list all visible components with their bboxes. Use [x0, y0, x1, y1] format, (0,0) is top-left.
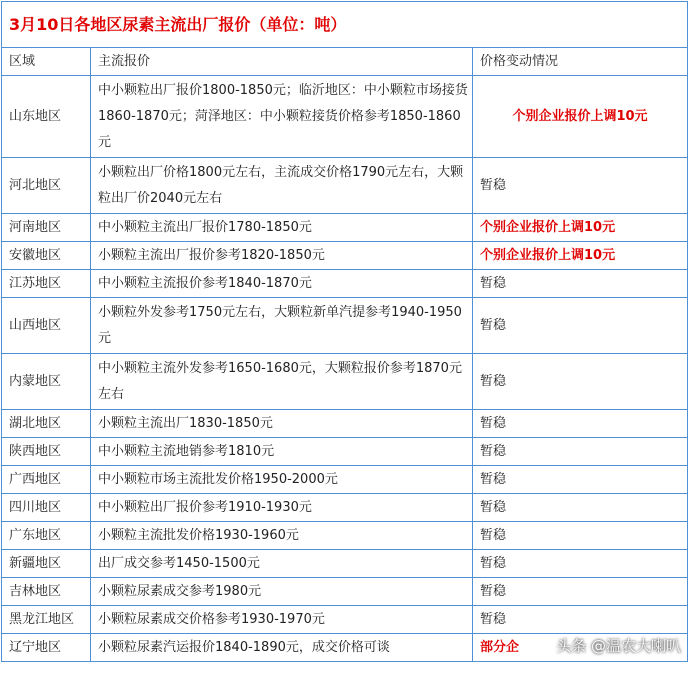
header-price: 主流报价	[91, 48, 473, 76]
status-cell: 部分企	[473, 634, 688, 662]
header-row	[2, 48, 688, 76]
table-row	[2, 494, 688, 522]
table-row	[2, 214, 688, 242]
price-cell: 中小颗粒出厂报价参考1910-1930元	[91, 494, 473, 522]
region-cell: 河南地区	[2, 214, 91, 242]
table-row	[2, 410, 688, 438]
region-cell: 广西地区	[2, 466, 91, 494]
status-cell: 暂稳	[473, 494, 688, 522]
region-cell: 山西地区	[2, 298, 91, 354]
price-cell: 中小颗粒主流出厂报价1780-1850元	[91, 214, 473, 242]
table-row	[2, 242, 688, 270]
header-region: 区域	[2, 48, 91, 76]
table-row	[2, 522, 688, 550]
table-row	[2, 158, 688, 214]
status-cell: 暂稳	[473, 550, 688, 578]
table-row	[2, 438, 688, 466]
table-row	[2, 578, 688, 606]
table-row	[2, 354, 688, 410]
status-cell: 暂稳	[473, 410, 688, 438]
region-cell: 辽宁地区	[2, 634, 91, 662]
region-cell: 湖北地区	[2, 410, 91, 438]
price-cell: 中小颗粒主流报价参考1840-1870元	[91, 270, 473, 298]
region-cell: 黑龙江地区	[2, 606, 91, 634]
region-cell: 四川地区	[2, 494, 91, 522]
price-cell: 小颗粒主流批发价格1930-1960元	[91, 522, 473, 550]
region-cell: 江苏地区	[2, 270, 91, 298]
status-cell: 个别企业报价上调10元	[473, 214, 688, 242]
price-cell: 中小颗粒主流外发参考1650-1680元，大颗粒报价参考1870元左右	[91, 354, 473, 410]
table-row	[2, 76, 688, 158]
price-cell: 中小颗粒出厂报价1800-1850元；临沂地区：中小颗粒市场接货1860-1870元；菏泽地区：中小颗粒接货价格参考1850-1860元	[91, 76, 473, 158]
price-cell: 小颗粒主流出厂1830-1850元	[91, 410, 473, 438]
table-row	[2, 298, 688, 354]
price-cell: 小颗粒尿素汽运报价1840-1890元，成交价格可谈	[91, 634, 473, 662]
price-cell: 小颗粒尿素成交参考1980元	[91, 578, 473, 606]
status-cell: 暂稳	[473, 466, 688, 494]
status-cell: 暂稳	[473, 270, 688, 298]
header-status: 价格变动情况	[473, 48, 688, 76]
urea-price-table	[1, 1, 688, 662]
status-cell: 暂稳	[473, 522, 688, 550]
region-cell: 安徽地区	[2, 242, 91, 270]
status-cell: 个别企业报价上调10元	[473, 76, 688, 158]
status-cell: 暂稳	[473, 298, 688, 354]
region-cell: 广东地区	[2, 522, 91, 550]
price-cell: 小颗粒出厂价格1800元左右，主流成交价格1790元左右，大颗粒出厂价2040元左右	[91, 158, 473, 214]
price-cell: 小颗粒主流出厂报价参考1820-1850元	[91, 242, 473, 270]
table-row	[2, 550, 688, 578]
status-cell: 暂稳	[473, 354, 688, 410]
table-row	[2, 466, 688, 494]
price-table-container	[1, 1, 687, 662]
table-body	[2, 2, 688, 662]
price-cell: 出厂成交参考1450-1500元	[91, 550, 473, 578]
region-cell: 内蒙地区	[2, 354, 91, 410]
region-cell: 河北地区	[2, 158, 91, 214]
region-cell: 新疆地区	[2, 550, 91, 578]
status-cell: 个别企业报价上调10元	[473, 242, 688, 270]
watermark: 头条 @温农大喇叭	[556, 637, 681, 655]
price-cell: 中小颗粒主流地销参考1810元	[91, 438, 473, 466]
region-cell: 山东地区	[2, 76, 91, 158]
status-cell: 暂稳	[473, 606, 688, 634]
price-cell: 小颗粒尿素成交价格参考1930-1970元	[91, 606, 473, 634]
price-cell: 中小颗粒市场主流批发价格1950-2000元	[91, 466, 473, 494]
region-cell: 陕西地区	[2, 438, 91, 466]
title-row	[2, 2, 688, 48]
region-cell: 吉林地区	[2, 578, 91, 606]
table-title: 3月10日各地区尿素主流出厂报价（单位：吨）	[2, 2, 688, 48]
price-cell: 小颗粒外发参考1750元左右，大颗粒新单汽提参考1940-1950元	[91, 298, 473, 354]
table-row	[2, 270, 688, 298]
status-cell: 暂稳	[473, 438, 688, 466]
table-row	[2, 606, 688, 634]
status-cell: 暂稳	[473, 158, 688, 214]
status-cell: 暂稳	[473, 578, 688, 606]
